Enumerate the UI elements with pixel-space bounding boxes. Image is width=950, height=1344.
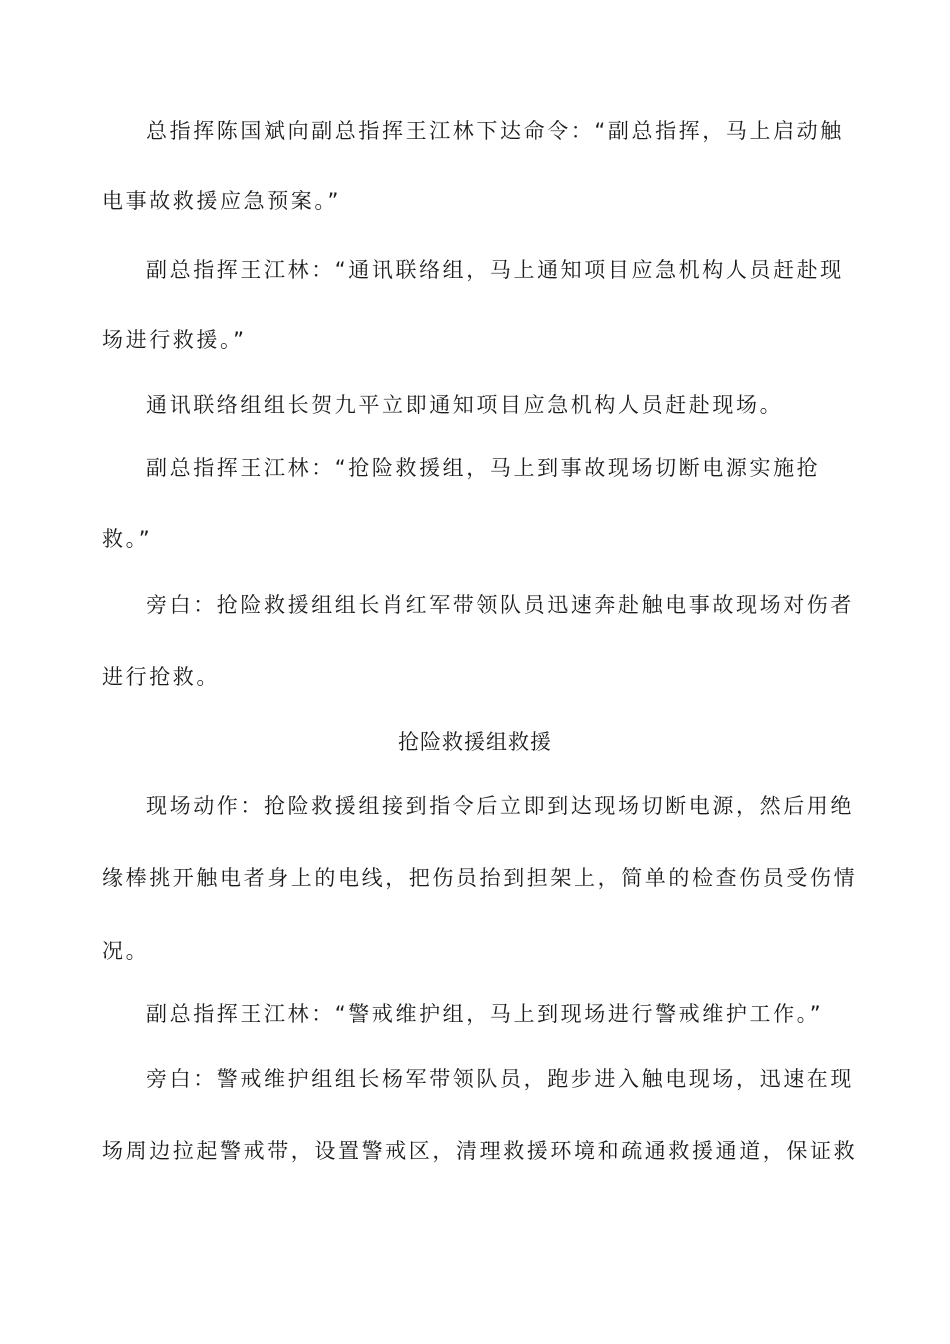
paragraph-line: 副总指挥王江林：“警戒维护组，马上到现场进行警戒维护工作。”	[146, 1002, 824, 1026]
paragraph-line: 电事故救援应急预案。”	[102, 189, 341, 213]
paragraph-line: 旁白：警戒维护组组长杨军带领队员，跑步进入触电现场，迅速在现	[146, 1067, 854, 1091]
paragraph-line: 缘棒挑开触电者身上的电线，把伤员抬到担架上，简单的检查伤员受伤情	[102, 866, 858, 890]
paragraph-line: 通讯联络组组长贺九平立即通知项目应急机构人员赶赴现场。	[146, 393, 784, 417]
paragraph-line: 现场动作：抢险救援组接到指令后立即到达现场切断电源，然后用绝	[146, 794, 854, 818]
paragraph-line: 场进行救援。”	[102, 328, 247, 352]
section-heading: 抢险救援组救援	[398, 730, 552, 754]
paragraph-line: 况。	[102, 939, 150, 963]
paragraph-line: 救。”	[102, 527, 153, 551]
paragraph-line: 场周边拉起警戒带，设置警戒区，清理救援环境和疏通救援通道，保证救	[102, 1139, 858, 1163]
paragraph-line: 旁白：抢险救援组组长肖红军带领队员迅速奔赴触电事故现场对伤者	[146, 593, 854, 617]
paragraph-line: 副总指挥王江林：“通讯联络组，马上通知项目应急机构人员赶赴现	[146, 258, 844, 282]
paragraph-line: 副总指挥王江林：“抢险救援组，马上到事故现场切断电源实施抢	[146, 456, 821, 480]
paragraph-line: 总指挥陈国斌向副总指挥王江林下达命令：“副总指挥，马上启动触	[146, 119, 844, 143]
paragraph-line: 进行抢救。	[102, 665, 220, 689]
